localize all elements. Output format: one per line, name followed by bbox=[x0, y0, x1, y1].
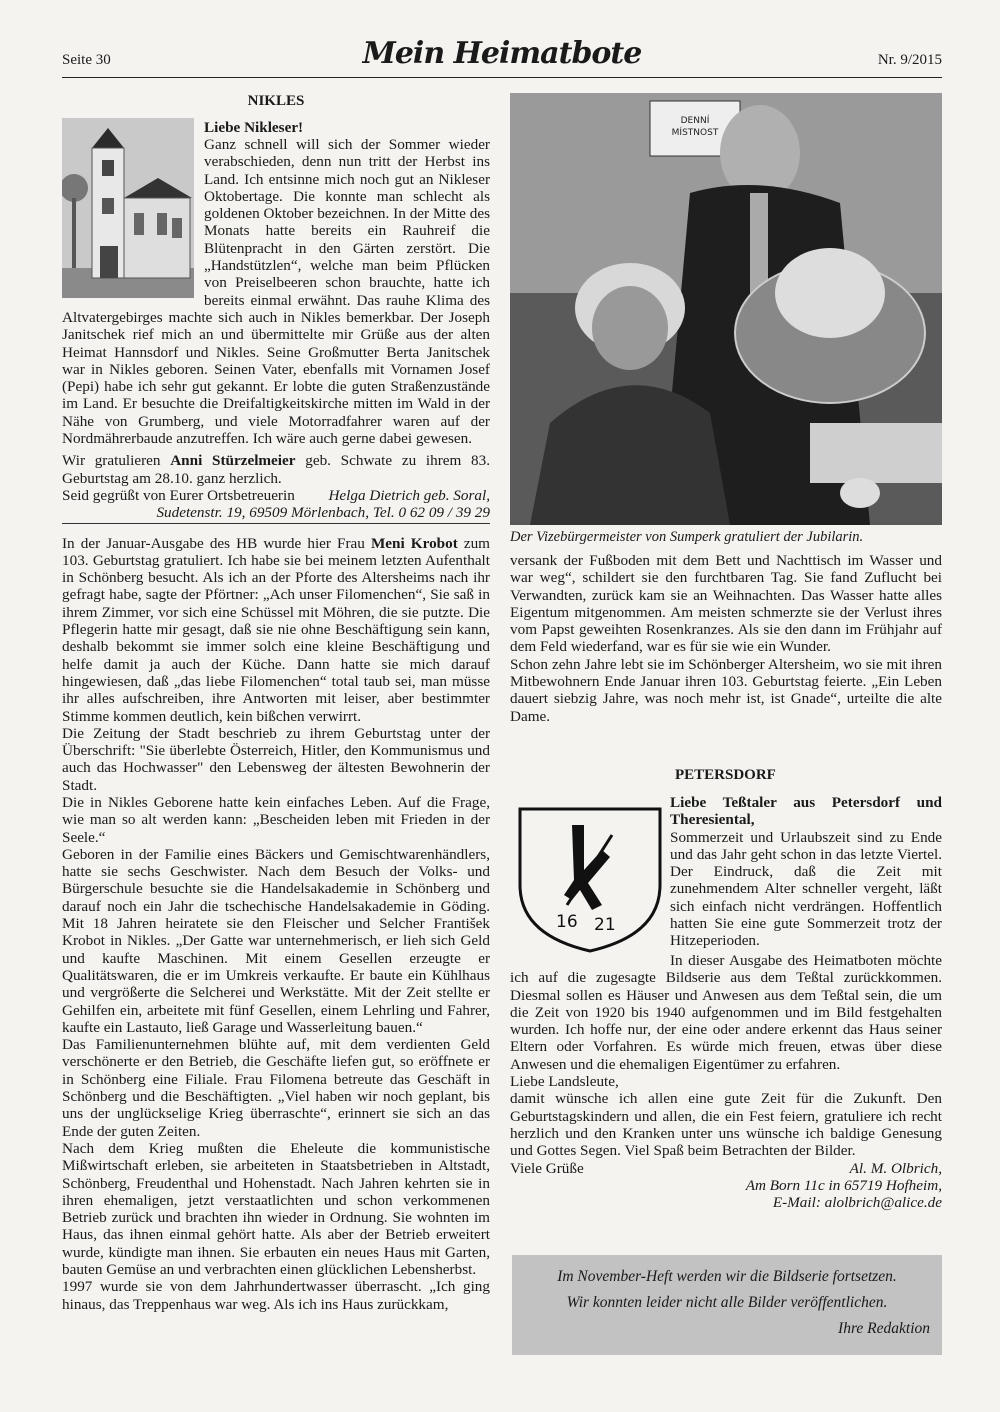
nikles-signoff bbox=[62, 487, 490, 504]
krobot-paragraph-3: Die in Nikles Geborene hatte kein einfaches Leben. Auf die Frage, wie man so alt werden kann: „Bescheiden leben mit Frieden in der Seele.“ bbox=[62, 793, 490, 846]
crest-icon bbox=[512, 805, 667, 955]
page-header bbox=[62, 34, 942, 78]
signoff-name: Helga Dietrich geb. Soral, bbox=[328, 486, 490, 504]
congrats-post: geb. Schwate zu ihrem 83. Geburtstag am 28.10. ganz herzlich. bbox=[62, 452, 491, 487]
jubilee-photo bbox=[510, 93, 942, 525]
sign-text-2: MÍSTNOST bbox=[671, 128, 719, 138]
notice-line-2: Wir konnten leider nicht alle Bilder veröffentlichen. bbox=[566, 1294, 888, 1311]
nikles-body bbox=[62, 136, 490, 1313]
page-number: Seite 30 bbox=[62, 52, 111, 68]
krobot-paragraph-7: 1997 wurde sie von dem Jahrhundertwasser überrascht. „Ich ging hinaus, das Treppenhaus war weg. Als ich ins Haus zurückkam, bbox=[62, 1278, 490, 1313]
petersdorf-closing: Viele Grüße bbox=[510, 1159, 584, 1177]
petersdorf-crest bbox=[512, 805, 667, 955]
photo-caption: Der Vizebürgermeister von Sumperk gratuliert der Jubilarin. bbox=[510, 529, 864, 545]
nikles-heading: NIKLES bbox=[247, 93, 305, 109]
petersdorf-intro bbox=[670, 794, 942, 950]
editorial-notice bbox=[512, 1255, 942, 1355]
notice-line-1: Im November-Heft werden wir die Bildserie fortsetzen. bbox=[557, 1268, 897, 1285]
krobot-paragraph-6: Nach dem Krieg mußten die Eheleute die kommunistische Mißwirtschaft erleben, sie arbeiteten in Staatsbetrieben in Altstadt, Schönberg, Freudenthal und Hohenstadt. Nach Jahren kehrten sie in ihren ehemaligen, jetzt verstaatlichten und schon verkommenen Betrieb zurück und brachten ihn wieder in Ordnung. Sie wohnten im Haus, das ihnen einmal gehört hatte. Als aber der Betrieb erweitert wurde, kündigte man ihnen. Sie erbauten ein neues Haus mit Garten, bauten Gemüse an und verbrachten einen glücklichen Lebensherbst. bbox=[62, 1139, 490, 1278]
petersdorf-paragraph-4: damit wünsche ich allen eine gute Zeit für die Zukunft. Den Geburtstagskindern und allen, die ein Fest feiern, gratuliere ich recht herzlich und den Kranken unter uns wünsche ich baldige Genesung und Gottes Segen. Viel Spaß beim Betrachten der Bilder. bbox=[510, 1090, 942, 1160]
krobot-p1-post: zum 103. Geburtstag gratuliert. Ich habe sie bei meinem letzten Aufenthalt in Schönberg besucht. Als ich an der Pforte des Altersheims nach ihr gefragt habe, sagte der Pförtner: „Ach unser Filomenchen“, Sie saß in ihrem Zimmer, vor sich eine Schüssel mit Möhren, die sie putzte. Die Pflegerin hatte mir gesagt, daß sie nie ohne Beschäftigung sein kann, deshalb bekommt sie immer solch eine kleine Beschäftigung und helfe damit ja auch der Küche. Dann hatte sie mich darauf hingewiesen, daß „das liebe Filomenchen“ total taub sei, man müsse ihr alles aufschreiben, ihre Antworten mit leiser, aber bestimmter Stimme kommen deutlich, kein bißchen verwirrt. bbox=[62, 534, 490, 725]
petersdorf-heading-wrap bbox=[675, 767, 835, 784]
nikles-paragraph-1 bbox=[62, 136, 490, 447]
petersdorf-closing-row bbox=[510, 1160, 942, 1177]
krobot-paragraph-1 bbox=[62, 535, 490, 725]
left-column bbox=[62, 93, 490, 110]
petersdorf-sig-email: E-Mail: alolbrich@alice.de bbox=[772, 1194, 942, 1212]
right-paragraph-1: versank der Fußboden mit dem Bett und Nachttisch im Wasser und war weg“, schildert sie den furchtbaren Tag. Sie fand Zuflucht bei Verwandten, zurück kam sie an Weihnachten. Das Wasser hatte alles Eigentum mitgenommen. Am meisten schmerzte sie der Verlust ihres vom Papst geweihten Rosenkranzes. Als sie den dann im Frühjahr auf dem Feld wiederfand, war es für sie wie ein Wunder. bbox=[510, 552, 942, 656]
signoff-address: Sudetenstr. 19, 69509 Mörlenbach, Tel. 0 62 09 / 39 29 bbox=[62, 504, 490, 523]
petersdorf-paragraph-3: Liebe Landsleute, bbox=[510, 1073, 619, 1091]
krobot-paragraph-4: Geboren in der Familie eines Bäckers und Gemischtwarenhändlers, hatte sie sechs Geschwister. Nach dem Besuch der Volks- und Bürgerschule besuchte sie die Handelsakademie in Schönberg und darauf noch ein Jahr die tschechische Handelsakademie in Göding. Mit 18 Jahren heiratete sie den Fleischer und Selcher František Krobot in Nikles. „Der Gatte war unternehmerisch, er lieh sich Geld und kaufte Maschinen. Mit einem Gesellen erzeugte er Qualitätswaren, die er im Umkreis verkaufte. Er baute ein Kühlhaus und vergrößerte die Selcherei und Werkstätte. Mit der Zeit stellte er Gehilfen ein, arbeitete mit fünf Gesellen, einem Lehrling und Fahrer, kaufte ein Lastauto, ließ Garage und Wasserleitung bauen.“ bbox=[62, 845, 490, 1036]
nikles-congrats bbox=[62, 452, 490, 487]
right-paragraph-2: Schon zehn Jahre lebt sie im Schönberger Altersheim, wo sie mit ihren Mitbewohnern Ende Januar ihren 103. Geburtstag feierte. „Ein Leben dauert siebzig Jahre, was noch mehr ist, ist Gnade“, urteilte die alte Dame. bbox=[510, 655, 942, 725]
krobot-p1-pre: In der Januar-Ausgabe des HB wurde hier Frau bbox=[62, 534, 371, 552]
crest-year-a: 16 bbox=[556, 912, 578, 932]
right-column-continuation bbox=[510, 552, 942, 725]
issue-number: Nr. 9/2015 bbox=[877, 52, 942, 68]
nikles-greeting: Liebe Nikleser! bbox=[204, 119, 304, 136]
notice-signature: Ihre Redaktion bbox=[838, 1320, 930, 1337]
nikles-paragraph-1-text: Ganz schnell will sich der Sommer wieder verabschieden, denn nun tritt der Herbst ins Land. Ich entsinne mich noch gut an Nikleser Oktobertage. Die konnte man schlecht als goldenen Oktober bezeichnen. In der Mitte des Monats hatte bereits ein Rauhreif die Blütenpracht in den Gärten zerstört. Die „Handstützlen“, welche man beim Pflücken von Preiselbeeren schon brauchte, hatte ich bereits einmal erwähnt. Das rauhe Klima des Altvatergebirges machte sich auch in Nikles bemerkbar. Der Joseph Janitschek rief mich an und übermittelte mir Grüße aus der alten Heimat Hannsdorf und Nikles. Seine Großmutter Berta Janitschek war in Nikles geboren. Seinen Vater, ebenfalls mit Vornamen Josef (Pepi) habe ich sehr gut gekannt. Er lobte die guten Straßenzustände im Land. Er besuchte die Dreifaltigkeitskirche mitten im Wald in der Nähe von Grumberg, und viele Motorradfahrer waren auf der Nordmährerbaude anzutreffen. Ich wäre auch gerne dabei gewesen. bbox=[62, 136, 490, 448]
congrats-name: Anni Stürzelmeier bbox=[170, 452, 296, 470]
crest-year-b: 21 bbox=[594, 915, 616, 935]
petersdorf-body bbox=[510, 952, 942, 1211]
church-float-space bbox=[62, 136, 204, 301]
signoff-left: Seid gegrüßt von Eurer Ortsbetreuerin bbox=[62, 486, 295, 504]
petersdorf-paragraph-2: In dieser Ausgabe des Heimatboten möchte ich auf die zugesagte Bildserie aus dem Teßtal zurückkommen. Diesmal sollen es Häuser und Anwesen aus dem Teßtal sein, die um die Zeit von 1920 bis 1940 aufgenommen und im Bild festgehalten wurden. Ich hoffe nur, der eine oder andere erkennt das Haus seiner Eltern oder Vorfahren. Es würde mich freuen, etwas über diese Anwesen und die ehemaligen Eigentümer zu erfahren. bbox=[510, 952, 942, 1073]
congrats-pre: Wir gratulieren bbox=[62, 452, 171, 470]
krobot-paragraph-5: Das Familienunternehmen blühte auf, mit dem verdienten Geld verschönerte er den Betrieb, die Geschäfte liefen gut, so eröffnete er in Schönberg eine Filiale. Frau Filomena betreute das Geschäft in Schönberg und die Beschäftigten. „Viel haben wir noch geplant, bis uns der unglückselige Krieg überraschte“, erinnert sie sich an das Ende der guten Zeiten. bbox=[62, 1036, 490, 1140]
nikles-intro bbox=[204, 119, 490, 136]
petersdorf-sig-name: Al. M. Olbrich, bbox=[849, 1159, 942, 1177]
petersdorf-heading: PETERSDORF bbox=[675, 767, 776, 783]
krobot-name: Meni Krobot bbox=[370, 534, 458, 552]
sign-text-1: DENNÍ bbox=[680, 116, 710, 126]
masthead-title: Mein Heimatbote bbox=[362, 36, 642, 71]
petersdorf-sig-address: Am Born 11c in 65719 Hofheim, bbox=[745, 1176, 942, 1194]
petersdorf-paragraph-1: Sommerzeit und Urlaubszeit sind zu Ende und das Jahr geht schon in das letzte Viertel. Der Eindruck, daß die Zeit mit zunehmendem Alter schneller vergeht, läßt sich einfach nicht verdrängen. Hoffentlich hatten Sie eine gute Sommerzeit trotz der Hitzeperioden. bbox=[670, 828, 942, 950]
jubilee-illustration bbox=[510, 93, 942, 525]
petersdorf-greeting: Liebe Teßtaler aus Petersdorf und Theresiental, bbox=[670, 794, 942, 829]
krobot-paragraph-2: Die Zeitung der Stadt beschrieb zu ihrem Geburtstag unter der Überschrift: "Sie überlebte Österreich, Hitler, den Kommunismus und auch das Hochwasser" den Lebensweg der ältesten Bewohnerin der Stadt. bbox=[62, 724, 490, 794]
